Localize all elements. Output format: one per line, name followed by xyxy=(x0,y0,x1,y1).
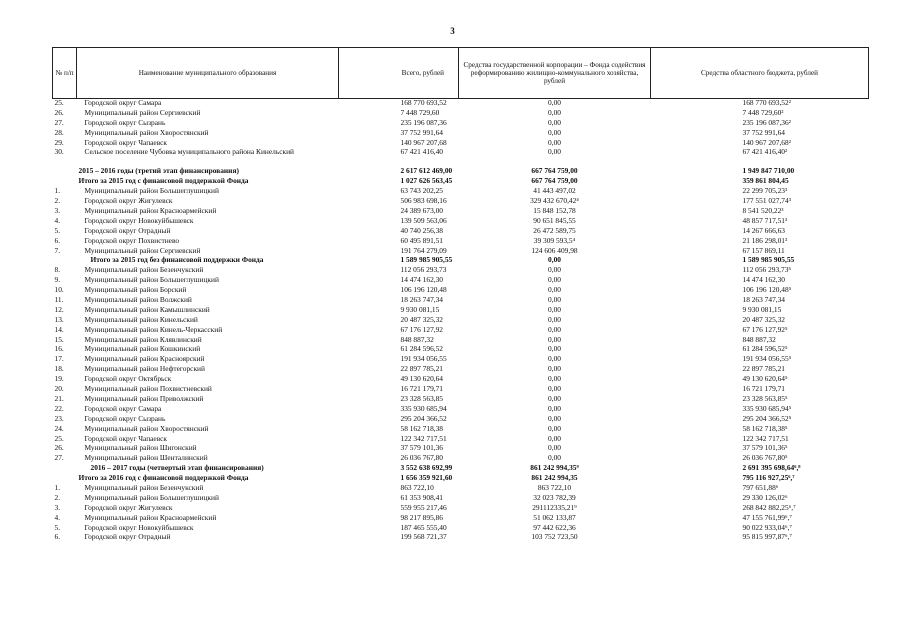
municipality-name: Муниципальный район Клявлинский xyxy=(84,335,202,344)
regional-amount: 22 897 785,21 xyxy=(742,365,785,374)
total-amount: 63 743 202,25 xyxy=(400,187,443,196)
header-num: № п/п xyxy=(53,48,77,99)
table-row xyxy=(53,524,869,534)
row-number: 5. xyxy=(54,523,61,532)
municipality-name: Сельское поселение Чубовка муниципального района Кинельский xyxy=(84,148,294,157)
municipality-name: Муниципальный район Красноярский xyxy=(84,355,205,364)
regional-amount: 848 887,32 xyxy=(742,335,776,344)
total-amount: 863 722,10 xyxy=(400,483,434,492)
row-number: 1. xyxy=(54,187,61,196)
total-amount: 20 487 325,32 xyxy=(400,315,443,324)
summary-row xyxy=(53,177,869,187)
municipality-name: Итого за 2015 год без финансовой поддержки Фонда xyxy=(90,256,264,265)
total-amount: 3 552 638 692,99 xyxy=(400,464,453,473)
regional-amount: 106 196 120,48⁵ xyxy=(742,286,792,295)
regional-amount: 122 342 717,51 xyxy=(742,434,789,443)
fund-amount: 0,00 xyxy=(548,138,561,147)
regional-amount: 37 579 101,36⁵ xyxy=(742,444,788,453)
row-number: 24. xyxy=(54,424,64,433)
fund-amount: 667 764 759,00 xyxy=(531,177,578,186)
municipality-name: Итого за 2016 год с финансовой поддержкой Фонда xyxy=(78,474,249,483)
table-header xyxy=(53,48,869,99)
table-row xyxy=(53,336,869,346)
header-name: Наименование муниципального образования xyxy=(77,48,339,99)
municipality-name: Муниципальный район Большеглушицкий xyxy=(84,493,219,502)
municipality-name: Городской округ Жигулевск xyxy=(84,197,173,206)
table-row xyxy=(53,217,869,227)
regional-amount: 20 487 325,32 xyxy=(742,315,785,324)
table-row xyxy=(53,237,869,247)
table-row xyxy=(53,109,869,119)
row-number: 2. xyxy=(54,493,61,502)
regional-amount: 168 770 693,52² xyxy=(742,98,791,107)
table-row xyxy=(53,296,869,306)
row-number: 4. xyxy=(54,216,61,225)
fund-amount: 0,00 xyxy=(548,404,561,413)
row-number: 6. xyxy=(54,533,61,542)
table-row xyxy=(53,533,869,543)
regional-amount: 67 176 127,92⁵ xyxy=(742,325,788,334)
table-row xyxy=(53,415,869,425)
table-row xyxy=(53,365,869,375)
total-amount: 139 509 563,06 xyxy=(400,216,447,225)
total-amount: 67 176 127,92 xyxy=(400,325,443,334)
total-amount: 16 721 179,71 xyxy=(400,385,443,394)
fund-amount: 0,00 xyxy=(548,385,561,394)
municipality-name: Городской округ Новокуйбышевск xyxy=(84,216,194,225)
table-row xyxy=(53,395,869,405)
row-number: 22. xyxy=(54,404,64,413)
fund-amount: 0,00 xyxy=(548,345,561,354)
total-amount: 18 263 747,34 xyxy=(400,296,443,305)
regional-amount: 67 421 416,40² xyxy=(742,148,788,157)
summary-row xyxy=(53,474,869,484)
table-row xyxy=(53,345,869,355)
regional-amount: 49 130 620,64⁵ xyxy=(742,375,788,384)
total-amount: 187 465 555,40 xyxy=(400,523,447,532)
row-number: 1. xyxy=(54,483,61,492)
total-amount: 191 764 279,09 xyxy=(400,246,447,255)
row-number: 25. xyxy=(54,434,64,443)
total-amount: 49 130 620,64 xyxy=(400,375,443,384)
regional-amount: 22 299 705,23³ xyxy=(742,187,788,196)
regional-amount: 48 857 717,51³ xyxy=(742,216,788,225)
total-amount: 14 474 162,30 xyxy=(400,276,443,285)
table-row xyxy=(53,99,869,109)
table-row xyxy=(53,425,869,435)
row-number: 27. xyxy=(54,454,64,463)
row-number: 30. xyxy=(54,148,64,157)
header-regional: Средства областного бюджета, рублей xyxy=(651,48,869,99)
fund-amount: 0,00 xyxy=(548,118,561,127)
total-amount: 61 284 596,52 xyxy=(400,345,443,354)
total-amount: 9 930 081,15 xyxy=(400,305,440,314)
row-number: 27. xyxy=(54,118,64,127)
municipality-name: Муниципальный район Большеглушицкий xyxy=(84,187,219,196)
regional-amount: 795 116 927,25⁶,⁷ xyxy=(742,474,795,483)
regional-amount: 58 162 718,38⁵ xyxy=(742,424,788,433)
fund-amount: 0,00 xyxy=(548,394,561,403)
table-row xyxy=(53,197,869,207)
total-amount: 98 217 895,86 xyxy=(400,513,443,522)
fund-amount: 90 651 845,55 xyxy=(533,216,576,225)
row-number xyxy=(53,177,77,187)
fund-amount: 0,00 xyxy=(548,454,561,463)
total-amount: 191 934 056,55 xyxy=(400,355,447,364)
regional-amount: 67 157 869,11 xyxy=(742,246,785,255)
fund-amount: 0,00 xyxy=(548,335,561,344)
total-amount: 295 204 366,52 xyxy=(400,414,447,423)
total-amount: 235 196 087,36 xyxy=(400,118,447,127)
row-number: 10. xyxy=(54,286,64,295)
row-number: 19. xyxy=(54,375,64,384)
municipality-name: Городской округ Отрадный xyxy=(84,226,171,235)
municipality-name: Городской округ Жигулевск xyxy=(84,503,173,512)
total-amount: 23 328 563,85 xyxy=(400,394,443,403)
row-number: 13. xyxy=(54,315,64,324)
total-amount: 112 056 293,73 xyxy=(400,266,447,275)
table-row xyxy=(53,454,869,464)
fund-amount: 103 752 723,50 xyxy=(531,533,578,542)
table-row xyxy=(53,306,869,316)
fund-amount: 0,00 xyxy=(548,256,561,265)
row-number: 14. xyxy=(54,325,64,334)
table-row xyxy=(53,484,869,494)
fund-amount: 0,00 xyxy=(548,315,561,324)
table-row xyxy=(53,355,869,365)
fund-amount: 329 432 670,42⁴ xyxy=(530,197,579,206)
row-number xyxy=(53,464,77,474)
table-row xyxy=(53,385,869,395)
row-number: 26. xyxy=(54,444,64,453)
municipality-name: Городской округ Новокуйбышевск xyxy=(84,523,194,532)
fund-amount: 0,00 xyxy=(548,286,561,295)
total-amount: 60 495 891,51 xyxy=(400,236,443,245)
row-number: 6. xyxy=(54,236,61,245)
fund-amount: 861 242 994,35⁹ xyxy=(530,464,579,473)
regional-amount: 61 284 596,52⁵ xyxy=(742,345,788,354)
municipality-name: Муниципальный район Нефтегорский xyxy=(84,365,205,374)
row-number: 2. xyxy=(54,197,61,206)
row-number: 7. xyxy=(54,246,61,255)
table-row xyxy=(53,187,869,197)
table-row xyxy=(53,276,869,286)
row-number: 26. xyxy=(54,108,64,117)
total-amount: 106 196 120,48 xyxy=(400,286,447,295)
municipality-name: Муниципальный район Кошкинский xyxy=(84,345,201,354)
municipality-name: Муниципальный район Похвистневский xyxy=(84,385,212,394)
fund-amount: 39 309 593,5⁴ xyxy=(533,236,576,245)
total-amount: 122 342 717,51 xyxy=(400,434,447,443)
regional-amount: 295 204 366,52⁵ xyxy=(742,414,792,423)
municipality-name: Муниципальный район Сергиевский xyxy=(84,108,201,117)
regional-amount: 21 186 298,01³ xyxy=(742,236,788,245)
municipality-name: Муниципальный район Хворостянский xyxy=(84,424,209,433)
municipality-name: Муниципальный район Кинельский xyxy=(84,315,198,324)
municipality-name: 2015 – 2016 годы (третий этап финансирования) xyxy=(78,167,239,176)
regional-amount: 359 861 804,45 xyxy=(742,177,789,186)
row-number xyxy=(53,474,77,484)
total-amount: 22 897 785,21 xyxy=(400,365,443,374)
table-row xyxy=(53,326,869,336)
regional-amount: 18 263 747,34 xyxy=(742,296,785,305)
fund-amount: 863 722,10 xyxy=(537,483,572,492)
fund-amount: 51 062 133,87 xyxy=(533,513,576,522)
summary-row xyxy=(53,464,869,474)
municipality-name: 2016 – 2017 годы (четвертый этап финансирования) xyxy=(90,464,264,473)
regional-amount: 191 934 056,55⁵ xyxy=(742,355,792,364)
table-row xyxy=(53,247,869,257)
row-number: 29. xyxy=(54,138,64,147)
row-number: 11. xyxy=(54,296,64,305)
total-amount: 2 617 612 469,00 xyxy=(400,167,453,176)
row-number: 17. xyxy=(54,355,64,364)
fund-amount: 0,00 xyxy=(548,325,561,334)
municipality-name: Муниципальный район Безенчукский xyxy=(84,483,204,492)
total-amount: 199 568 721,37 xyxy=(400,533,447,542)
total-amount: 335 930 685,94 xyxy=(400,404,447,413)
row-number xyxy=(53,256,77,266)
municipality-name: Городской округ Октябрьск xyxy=(84,375,172,384)
regional-amount: 140 967 207,68² xyxy=(742,138,791,147)
table-row xyxy=(53,129,869,139)
fund-amount: 26 472 589,75 xyxy=(533,226,576,235)
municipality-name: Муниципальный район Красноармейский xyxy=(84,207,217,216)
total-amount: 1 656 359 921,60 xyxy=(400,474,453,483)
fund-amount: 97 442 622,36 xyxy=(533,523,576,532)
fund-amount: 0,00 xyxy=(548,108,561,117)
regional-amount: 2 691 395 698,64⁶,⁸ xyxy=(742,464,801,473)
total-amount: 168 770 693,52 xyxy=(400,98,447,107)
municipality-name: Муниципальный район Камышлинский xyxy=(84,305,210,314)
municipality-name: Муниципальный район Шенталинский xyxy=(84,454,208,463)
regional-amount: 7 448 729,60² xyxy=(742,108,784,117)
budget-table-sheet xyxy=(52,47,868,543)
row-number: 8. xyxy=(54,266,61,275)
municipality-name: Городской округ Сызрань xyxy=(84,414,166,423)
regional-amount: 177 551 027,74³ xyxy=(742,197,791,206)
municipality-name: Муниципальный район Красноармейский xyxy=(84,513,217,522)
row-number: 5. xyxy=(54,226,61,235)
regional-amount: 14 267 666,63 xyxy=(742,226,785,235)
regional-amount: 37 752 991,64 xyxy=(742,128,785,137)
row-number: 28. xyxy=(54,128,64,137)
row-number: 23. xyxy=(54,414,64,423)
fund-amount: 124 606 409,98 xyxy=(531,246,578,255)
row-number: 3. xyxy=(54,503,61,512)
total-amount: 1 027 626 563,45 xyxy=(400,177,453,186)
regional-amount: 29 330 126,02⁶ xyxy=(742,493,788,502)
regional-amount: 8 541 520,22³ xyxy=(742,207,784,216)
fund-amount: 15 848 152,78 xyxy=(533,207,576,216)
regional-amount: 112 056 293,73⁵ xyxy=(742,266,791,275)
total-amount: 140 967 207,68 xyxy=(400,138,447,147)
total-amount: 848 887,32 xyxy=(400,335,434,344)
regional-amount: 1 949 847 710,00 xyxy=(742,167,795,176)
regional-amount: 47 155 761,99⁶,⁷ xyxy=(742,513,792,522)
regional-amount: 797 651,88⁶ xyxy=(742,483,779,492)
table-row xyxy=(53,139,869,149)
table-row xyxy=(53,148,869,167)
fund-amount: 861 242 994,35 xyxy=(531,474,578,483)
total-amount: 67 421 416,40 xyxy=(400,148,443,157)
regional-amount: 14 474 162,30 xyxy=(742,276,785,285)
summary-row xyxy=(53,167,869,177)
table-row xyxy=(53,444,869,454)
fund-amount: 0,00 xyxy=(548,128,561,137)
municipality-name: Муниципальный район Приволжский xyxy=(84,394,204,403)
regional-amount: 90 022 933,04⁶,⁷ xyxy=(742,523,792,532)
row-number: 20. xyxy=(54,385,64,394)
table-row xyxy=(53,435,869,445)
total-amount: 61 353 908,41 xyxy=(400,493,443,502)
fund-amount: 0,00 xyxy=(548,98,561,107)
fund-amount: 0,00 xyxy=(548,424,561,433)
regional-amount: 95 815 997,87⁶,⁷ xyxy=(742,533,792,542)
fund-amount: 0,00 xyxy=(548,296,561,305)
municipality-name: Муниципальный район Безенчукский xyxy=(84,266,204,275)
municipality-name: Городской округ Самара xyxy=(84,404,162,413)
table-row xyxy=(53,227,869,237)
total-amount: 37 752 991,64 xyxy=(400,128,443,137)
page-number: 3 xyxy=(450,26,455,36)
total-amount: 1 589 985 905,55 xyxy=(400,256,453,265)
row-number: 3. xyxy=(54,207,61,216)
fund-amount: 291112335,21⁹ xyxy=(532,503,577,512)
table-row xyxy=(53,119,869,129)
municipality-name: Городской округ Похвистнево xyxy=(84,236,180,245)
regional-amount: 23 328 563,85⁵ xyxy=(742,394,788,403)
table-row xyxy=(53,405,869,415)
fund-amount: 0,00 xyxy=(548,355,561,364)
header-fund: Средства государственной корпорации – Фонда содействия реформированию жилищно-коммунального хозяйства, рублей xyxy=(459,48,651,99)
table-row xyxy=(53,266,869,276)
fund-amount: 0,00 xyxy=(548,148,561,157)
regional-amount: 9 930 081,15 xyxy=(742,305,782,314)
municipality-name: Муниципальный район Шигонский xyxy=(84,444,197,453)
table-row xyxy=(53,514,869,524)
total-amount: 40 740 256,38 xyxy=(400,226,443,235)
header-total: Всего, рублей xyxy=(339,48,459,99)
fund-amount: 0,00 xyxy=(548,305,561,314)
municipality-name: Муниципальный район Волжский xyxy=(84,296,192,305)
total-amount: 58 162 718,38 xyxy=(400,424,443,433)
row-number: 4. xyxy=(54,513,61,522)
total-amount: 559 955 217,46 xyxy=(400,503,447,512)
municipality-name: Муниципальный район Большеглушицкий xyxy=(84,276,219,285)
row-number: 12. xyxy=(54,305,64,314)
municipality-name: Итого за 2015 год с финансовой поддержкой Фонда xyxy=(78,177,249,186)
row-number: 15. xyxy=(54,335,64,344)
row-number: 25. xyxy=(54,98,64,107)
municipality-name: Городской округ Сызрань xyxy=(84,118,166,127)
fund-amount: 667 764 759,00 xyxy=(531,167,578,176)
municipality-name: Городской округ Отрадный xyxy=(84,533,171,542)
table-row xyxy=(53,316,869,326)
regional-amount: 26 036 767,80⁵ xyxy=(742,454,788,463)
fund-amount: 32 023 782,39 xyxy=(533,493,576,502)
fund-amount: 0,00 xyxy=(548,276,561,285)
municipality-name: Муниципальный район Хворостянский xyxy=(84,128,209,137)
table-row xyxy=(53,504,869,514)
total-amount: 7 448 729,60 xyxy=(400,108,440,117)
municipality-name: Муниципальный район Кинель-Черкасский xyxy=(84,325,223,334)
fund-amount: 0,00 xyxy=(548,365,561,374)
fund-amount: 0,00 xyxy=(548,375,561,384)
regional-amount: 235 196 087,36² xyxy=(742,118,791,127)
regional-amount: 268 842 882,25⁶,⁷ xyxy=(742,503,796,512)
table-row xyxy=(53,375,869,385)
fund-amount: 0,00 xyxy=(548,266,561,275)
regional-amount: 335 930 685,94⁵ xyxy=(742,404,792,413)
total-amount: 506 983 698,16 xyxy=(400,197,447,206)
row-number: 9. xyxy=(54,276,61,285)
municipality-name: Городской округ Чапаевск xyxy=(84,434,168,443)
table-row xyxy=(53,207,869,217)
regional-amount: 16 721 179,71 xyxy=(742,385,785,394)
fund-amount: 0,00 xyxy=(548,444,561,453)
row-number: 18. xyxy=(54,365,64,374)
total-amount: 37 579 101,36 xyxy=(400,444,443,453)
total-amount: 24 389 673,00 xyxy=(400,207,443,216)
table-row xyxy=(53,286,869,296)
row-number: 21. xyxy=(54,394,64,403)
municipality-name: Городской округ Чапаевск xyxy=(84,138,168,147)
municipality-name: Муниципальный район Борский xyxy=(84,286,187,295)
total-amount: 26 036 767,80 xyxy=(400,454,443,463)
table-body xyxy=(53,99,869,544)
municipality-name: Муниципальный район Сергиевский xyxy=(84,246,201,255)
municipality-name: Городской округ Самара xyxy=(84,98,162,107)
budget-table xyxy=(52,47,869,543)
row-number: 16. xyxy=(54,345,64,354)
regional-amount: 1 589 985 905,55 xyxy=(742,256,795,265)
row-number xyxy=(53,167,77,177)
summary-row xyxy=(53,256,869,266)
fund-amount: 0,00 xyxy=(548,414,561,423)
fund-amount: 0,00 xyxy=(548,434,561,443)
fund-amount: 41 443 497,02 xyxy=(533,187,576,196)
table-row xyxy=(53,494,869,504)
